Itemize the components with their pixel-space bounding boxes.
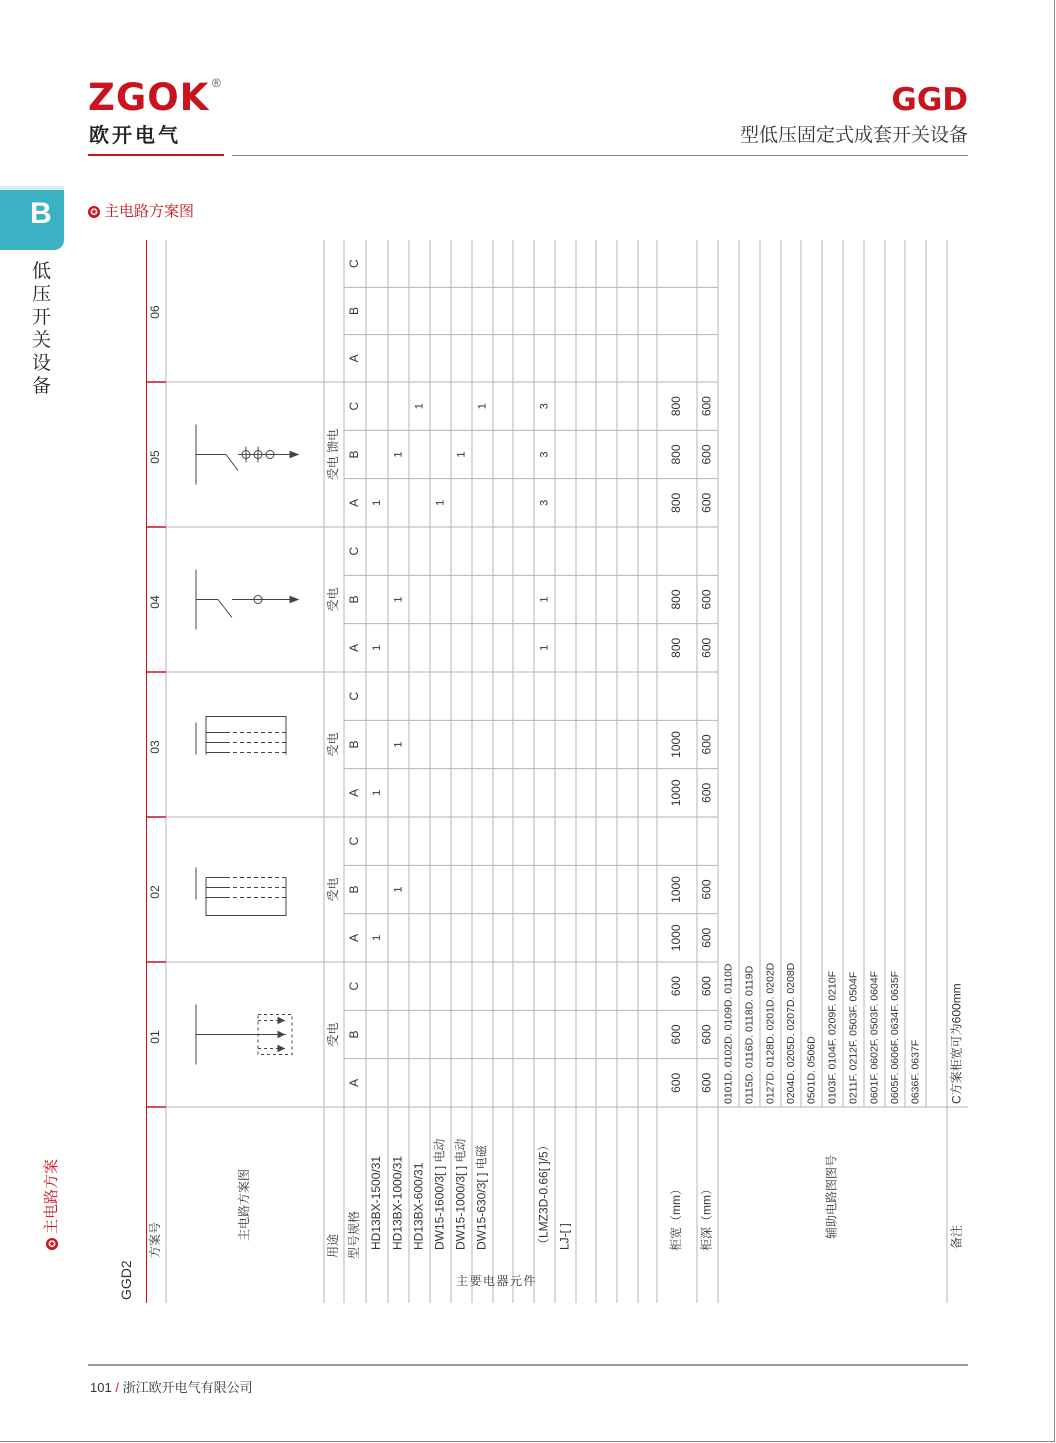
registered-mark: ® bbox=[212, 76, 221, 90]
cabinet-depth: 600 bbox=[699, 1024, 714, 1045]
component-quantity: 1 bbox=[392, 596, 405, 603]
variant-label-a: A bbox=[347, 788, 362, 797]
circuit-diagram-02 bbox=[196, 868, 286, 916]
component-quantity: 3 bbox=[538, 403, 551, 410]
page-number: 101 bbox=[90, 1380, 112, 1395]
variant-label-b: B bbox=[347, 885, 362, 894]
footer-separator: / bbox=[115, 1380, 119, 1395]
cabinet-depth: 600 bbox=[699, 879, 714, 900]
row-label-diagram: 主电路方案图 bbox=[237, 1168, 252, 1242]
variant-label-b: B bbox=[347, 740, 362, 749]
component-quantity: 1 bbox=[538, 596, 551, 603]
header-rule-grey bbox=[232, 155, 968, 156]
variant-label-a: A bbox=[347, 1078, 362, 1087]
scheme-usage: 受电 bbox=[326, 732, 341, 757]
cabinet-width: 600 bbox=[669, 1024, 684, 1045]
variant-label-b: B bbox=[347, 306, 362, 316]
cabinet-width: 1000 bbox=[669, 779, 684, 807]
row-label-width: 柜宽（mm） bbox=[669, 1183, 684, 1251]
circuit-diagram-01 bbox=[196, 1005, 292, 1065]
bullet-icon: ✪ bbox=[46, 1238, 58, 1250]
scheme-table-svg bbox=[146, 240, 968, 1303]
cabinet-width: 800 bbox=[669, 589, 684, 610]
variant-label-c: C bbox=[347, 546, 362, 556]
cabinet-width: 600 bbox=[669, 1072, 684, 1093]
model-label-text: GGD2 bbox=[118, 1260, 134, 1300]
rotated-section-title bbox=[40, 1159, 61, 1250]
component-quantity: 1 bbox=[370, 499, 383, 506]
side-tab-letter: B bbox=[30, 197, 52, 230]
variant-label-c: C bbox=[347, 691, 362, 701]
product-subtitle: 型低压固定式成套开关设备 bbox=[739, 125, 968, 146]
row-label-depth: 柜深（mm） bbox=[699, 1183, 714, 1251]
component-label: HD13BX-1500/31 bbox=[369, 1155, 384, 1250]
variant-label-c: C bbox=[347, 981, 362, 991]
row-label-scheme-no: 方案号 bbox=[148, 1221, 163, 1259]
aux-diagram-number: 0115D. 0116D. 0118D. 0119D bbox=[743, 965, 756, 1104]
bullet-icon: ✪ bbox=[88, 206, 100, 218]
cabinet-width: 800 bbox=[669, 492, 684, 513]
scheme-number: 04 bbox=[148, 595, 163, 609]
row-label-remark: 备注 bbox=[949, 1224, 964, 1250]
aux-diagram-number: 0605F. 0606F. 0634F. 0635F bbox=[888, 970, 901, 1104]
scheme-usage: 受电 馈电 bbox=[326, 428, 341, 481]
cabinet-width: 800 bbox=[669, 444, 684, 465]
cabinet-depth: 600 bbox=[699, 927, 714, 948]
component-quantity: 1 bbox=[434, 499, 447, 506]
model-label bbox=[118, 1260, 134, 1300]
circuit-diagram-05 bbox=[196, 425, 298, 485]
rotated-section-title-text: 主电路方案 bbox=[43, 1158, 60, 1234]
scheme-number: 01 bbox=[148, 1030, 163, 1044]
cabinet-depth: 600 bbox=[699, 734, 714, 755]
side-tab-label: 低 压 开 关 设 备 bbox=[32, 261, 52, 397]
component-quantity: 1 bbox=[392, 451, 405, 458]
cabinet-depth: 600 bbox=[699, 589, 714, 610]
footer bbox=[90, 1377, 253, 1396]
remark-text: C方案柜宽可为600mm bbox=[949, 983, 964, 1104]
logo-wordmark: ZGOK bbox=[88, 76, 210, 119]
row-label-main-components: 主要电器元件 bbox=[455, 1274, 536, 1288]
product-code: GGD bbox=[891, 82, 968, 118]
cabinet-width: 800 bbox=[669, 637, 684, 658]
scheme-number: 05 bbox=[148, 450, 163, 464]
component-quantity: 1 bbox=[476, 403, 489, 410]
aux-diagram-number: 0103F. 0104F. 0209F. 0210F bbox=[826, 970, 839, 1104]
cabinet-depth: 600 bbox=[699, 782, 714, 803]
cabinet-width: 600 bbox=[669, 976, 684, 997]
variant-label-a: A bbox=[347, 643, 362, 652]
component-quantity: 1 bbox=[455, 451, 468, 458]
component-quantity: 3 bbox=[538, 499, 551, 506]
aux-diagram-number: 0211F. 0212F. 0503F. 0504F bbox=[847, 971, 860, 1104]
component-label: （LMZ3D-0.66[ ]/5） bbox=[536, 1139, 551, 1250]
component-label: DW15-1600/3[ ] 电动 bbox=[432, 1138, 447, 1250]
cabinet-depth: 600 bbox=[699, 396, 714, 417]
component-label: LJ-[ ] bbox=[557, 1223, 572, 1250]
component-label: DW15-1000/3[ ] 电动 bbox=[453, 1138, 468, 1250]
scheme-number: 03 bbox=[148, 740, 163, 754]
circuit-diagram-04 bbox=[196, 570, 298, 630]
scheme-table bbox=[146, 240, 968, 1303]
aux-diagram-number: 0636F. 0637F bbox=[909, 1039, 922, 1104]
scheme-number: 06 bbox=[148, 305, 163, 319]
aux-diagram-number: 0101D. 0102D. 0109D. 0110D bbox=[722, 963, 735, 1104]
component-label: HD13BX-1000/31 bbox=[390, 1155, 405, 1250]
variant-label-a: A bbox=[347, 933, 362, 942]
scheme-usage: 受电 bbox=[326, 587, 341, 612]
component-quantity: 1 bbox=[538, 644, 551, 651]
component-quantity: 1 bbox=[370, 644, 383, 651]
cabinet-depth: 600 bbox=[699, 976, 714, 997]
component-quantity: 1 bbox=[370, 934, 383, 941]
component-quantity: 1 bbox=[413, 403, 426, 410]
cabinet-width: 1000 bbox=[669, 731, 684, 758]
cabinet-depth: 600 bbox=[699, 492, 714, 513]
aux-diagram-number: 0501D. 0506D bbox=[805, 1036, 818, 1104]
variant-label-c: C bbox=[347, 401, 362, 411]
cabinet-depth: 600 bbox=[699, 444, 714, 465]
aux-diagram-number: 0127D. 0128D. 0201D. 0202D bbox=[764, 962, 777, 1104]
scheme-usage: 受电 bbox=[326, 877, 341, 902]
variant-label-a: A bbox=[347, 354, 362, 363]
cabinet-width: 800 bbox=[669, 396, 684, 417]
variant-label-c: C bbox=[347, 259, 362, 269]
circuit-diagram-03 bbox=[196, 717, 286, 755]
section-title bbox=[88, 200, 194, 221]
variant-label-b: B bbox=[347, 1030, 362, 1039]
logo-chinese-name: 欧开电气 bbox=[89, 125, 181, 147]
cabinet-width: 1000 bbox=[669, 876, 684, 903]
component-label: HD13BX-600/31 bbox=[411, 1162, 426, 1250]
row-label-usage: 用途 bbox=[326, 1233, 341, 1259]
component-quantity: 1 bbox=[392, 886, 405, 893]
aux-diagram-number: 0204D. 0205D. 0207D. 0208D bbox=[784, 962, 797, 1104]
variant-label-b: B bbox=[347, 450, 362, 459]
cabinet-width: 1000 bbox=[669, 924, 684, 952]
component-quantity: 3 bbox=[538, 451, 551, 458]
footer-rule bbox=[88, 1364, 968, 1366]
company-name: 浙江欧开电气有限公司 bbox=[122, 1380, 253, 1395]
variant-label-c: C bbox=[347, 836, 362, 846]
cabinet-depth: 600 bbox=[699, 1072, 714, 1093]
cabinet-depth: 600 bbox=[699, 637, 714, 658]
component-label: DW15-630/3[ ] 电磁 bbox=[474, 1145, 489, 1250]
section-title-text: 主电路方案图 bbox=[104, 203, 195, 220]
aux-diagram-number: 0601F. 0602F. 0503F. 0604F bbox=[868, 970, 881, 1104]
component-quantity: 1 bbox=[392, 741, 405, 748]
scheme-number: 02 bbox=[148, 885, 163, 899]
row-label-aux-diagram: 辅助电路图图号 bbox=[824, 1154, 839, 1240]
variant-label-b: B bbox=[347, 595, 362, 604]
scheme-usage: 受电 bbox=[326, 1022, 341, 1047]
component-quantity: 1 bbox=[370, 789, 383, 796]
variant-label-a: A bbox=[347, 498, 362, 507]
header-rule-red bbox=[88, 154, 224, 156]
row-label-spec: 型号规格 bbox=[347, 1210, 362, 1260]
